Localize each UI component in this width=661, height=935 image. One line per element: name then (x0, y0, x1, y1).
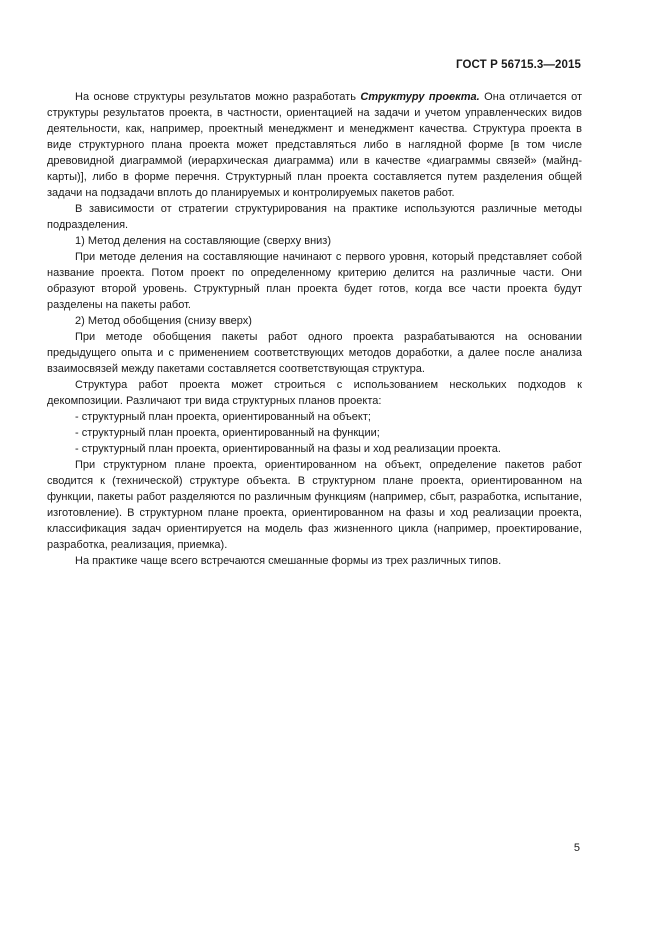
paragraph-strategy: В зависимости от стратегии структурирования на практике используются различные методы подразделения. (47, 203, 582, 231)
paragraph-mixed-forms: На практике чаще всего встречаются смешанные формы из трех различных типов. (75, 555, 502, 567)
document-header-id: ГОСТ Р 56715.3—2015 (456, 59, 581, 71)
method-heading-top-down: 1) Метод деления на составляющие (сверху вниз) (75, 235, 332, 247)
paragraph-bottom-up: При методе обобщения пакеты работ одного проекта разрабатываются на основании предыдущего опыта и с применением соответствующих методов доработки, а далее после анализа взаимосвязей между пакетами составляется соответствующая структура. (47, 331, 582, 375)
paragraph-text: Она отличается от структуры результатов проекта, в частности, ориентацией на задачи и учетом управленческих видов деятельности, как, например, проектный менеджмент и менеджмент качества. Структура проекта в виде структурного плана проекта может представляться либо в наглядной форме [в том числе древовидной диаграммой (иерархическая диаграмма) или в качестве «диаграммы связей» (майнд-карты)], либо в форме перечня. Структурный план проекта составляется путем разделения общей задачи на подзадачи вплоть до планируемых и контролируемых пакетов работ. (47, 91, 582, 199)
paragraph-project-structure (47, 89, 582, 201)
paragraph-decomposition: Структура работ проекта может строиться с использованием нескольких подходов к декомпозиции. Различают три вида структурных планов проекта: (47, 379, 582, 407)
paragraph-text: На основе структуры результатов можно разработать (75, 91, 361, 103)
method-heading-bottom-up: 2) Метод обобщения (снизу вверх) (75, 315, 252, 327)
document-body (47, 89, 582, 569)
paragraph-plan-types: При структурном плане проекта, ориентированном на объект, определение пакетов работ сводится к (технической) структуре объекта. В структурном плане проекта, ориентированном на функции, пакеты работ разделяются по различным функциям (например, сбыт, разработка, испытание, изготовление). В структурном плане проекта, ориентированном на фазы и ход реализации проекта, классификация задач ориентируется на модель фаз жизненного цикла (например, проектирование, разработка, реализация, приемка). (47, 459, 582, 551)
list-item-functions: - структурный план проекта, ориентированный на функции; (75, 427, 380, 439)
list-item-phases: - структурный план проекта, ориентированный на фазы и ход реализации проекта. (75, 443, 501, 455)
emphasis-term: Структуру проекта. (360, 91, 480, 103)
list-item-object: - структурный план проекта, ориентированный на объект; (75, 411, 371, 423)
paragraph-top-down: При методе деления на составляющие начинают с первого уровня, который представляет собой название проекта. Потом проект по определенному критерию делится на различные части. Они образуют второй уровень. Структурный план проекта будет готов, когда все части проекта будут разделены на пакеты работ. (47, 251, 582, 311)
page-number: 5 (573, 842, 580, 854)
